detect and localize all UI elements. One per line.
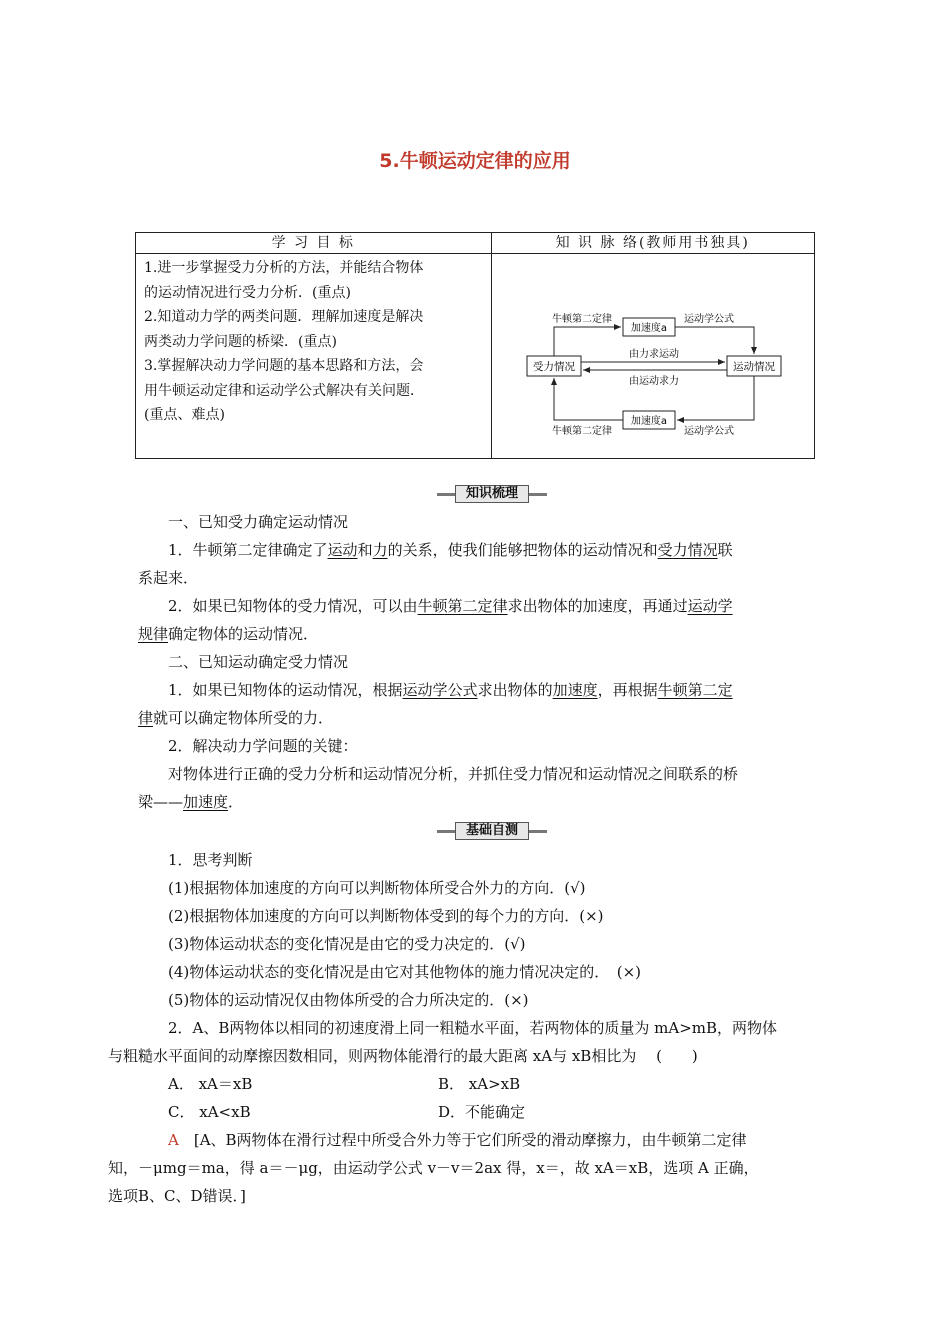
answer-letter: A [168,1131,179,1149]
header-knowledge-map: 知 识 脉 络(教师用书独具) [491,233,814,254]
paragraph-5: 对物体进行正确的受力分析和运动情况分析，并抓住受力情况和运动情况之间联系的桥 梁——加速度． [138,765,739,811]
heading-motion-to-force: 二、已知运动确定受力情况 [168,653,349,671]
label-bottom-left: 牛顿第二定律 [551,426,612,437]
accel-box-bottom-label: 加速度a [630,416,667,427]
section-badge-selftest [437,822,547,840]
arrow-top-left [554,327,621,356]
force-box-label: 受力情况 [532,361,575,373]
arrow-bottom-left [554,378,623,420]
judgement-1: (1)根据物体加速度的方向可以判断物体所受合外力的方向．(√) [168,879,586,897]
accel-box-top-label: 加速度a [630,323,667,334]
paragraph-2: 2．如果已知物体的受力情况，可以由牛顿第二定律求出物体的加速度，再通过运动学 规律确定物体的运动情况． [138,597,733,643]
goal-line: 用牛顿运动定律和运动学公式解决有关问题． [144,382,424,399]
header-learning-goals: 学 习 目 标 [136,233,492,254]
judgement-4: (4)物体运动状态的变化情况是由它对其他物体的施力情况决定的． (×) [168,963,642,981]
option-c: C． xA<xB [168,1103,251,1121]
answer-explanation: A [A、B两物体在滑行过程中所受合外力等于它们所受的滑动摩擦力，由牛顿第二定律 知，－μmg＝ma，得 a＝－μg，由运动学公式 v－v＝2ax 得，x＝，故 xA＝xB，选项 A 正确， 选项B、C、D错误．] [108,1131,759,1205]
label-bottom-right: 运动学公式 [683,426,734,437]
knowledge-diagram [492,254,814,454]
knowledge-diagram-cell [491,254,814,459]
goal-line: 2.知道动力学的两类问题．理解加速度是解决 [144,309,424,325]
judgement-3: (3)物体运动状态的变化情况是由它的受力决定的．(√) [168,935,526,953]
section-badge-label: 基础自测 [455,822,529,840]
paragraph-4: 2．解决动力学问题的关键： [168,737,358,755]
goal-line: (重点、难点) [144,407,225,423]
arrow-top-right [675,327,754,354]
label-motion-to-force: 由运动求力 [628,376,679,387]
motion-box-label: 运动情况 [732,361,775,373]
option-a: A． xA＝xB [168,1075,253,1093]
heading-force-to-motion: 一、已知受力确定运动情况 [168,513,349,531]
option-b: B． xA>xB [438,1075,521,1093]
paragraph-3: 1．如果已知物体的运动情况，根据运动学公式求出物体的加速度，再根据牛顿第二定 律就可以确定物体所受的力． [138,681,733,727]
goal-line: 1.进一步掌握受力分析的方法，并能结合物体 [144,260,424,276]
goal-line: 3.掌握解决动力学问题的基本思路和方法，会 [144,358,424,374]
goals-cell [136,254,492,459]
question-1-title: 1．思考判断 [168,851,253,869]
question-2-stem: 2．A、B两物体以相同的初速度滑上同一粗糙水平面，若两物体的质量为 mA>mB，两物体 与粗糙水平面间的动摩擦因数相同，则两物体能滑行的最大距离 xA与 xB相比为 ( ) [108,1019,778,1065]
goal-line: 两类动力学问题的桥梁．(重点) [144,333,337,350]
label-top-right: 运动学公式 [683,314,734,325]
objectives-table [135,232,815,459]
paragraph-1: 1．牛顿第二定律确定了运动和力的关系，使我们能够把物体的运动情况和受力情况联 系起来． [138,541,733,587]
page-title: 5.牛顿运动定律的应用 [379,150,571,172]
goal-line: 的运动情况进行受力分析．(重点) [144,284,351,301]
section-badge-knowledge [437,485,547,503]
judgement-5: (5)物体的运动情况仅由物体所受的合力所决定的．(×) [168,991,529,1009]
section-badge-label: 知识梳理 [455,485,529,503]
option-d: D．不能确定 [438,1103,526,1121]
arrow-bottom-right [677,376,754,420]
label-force-to-motion: 由力求运动 [628,349,679,360]
label-top-left: 牛顿第二定律 [551,314,612,325]
judgement-2: (2)根据物体加速度的方向可以判断物体受到的每个力的方向．(×) [168,907,604,925]
